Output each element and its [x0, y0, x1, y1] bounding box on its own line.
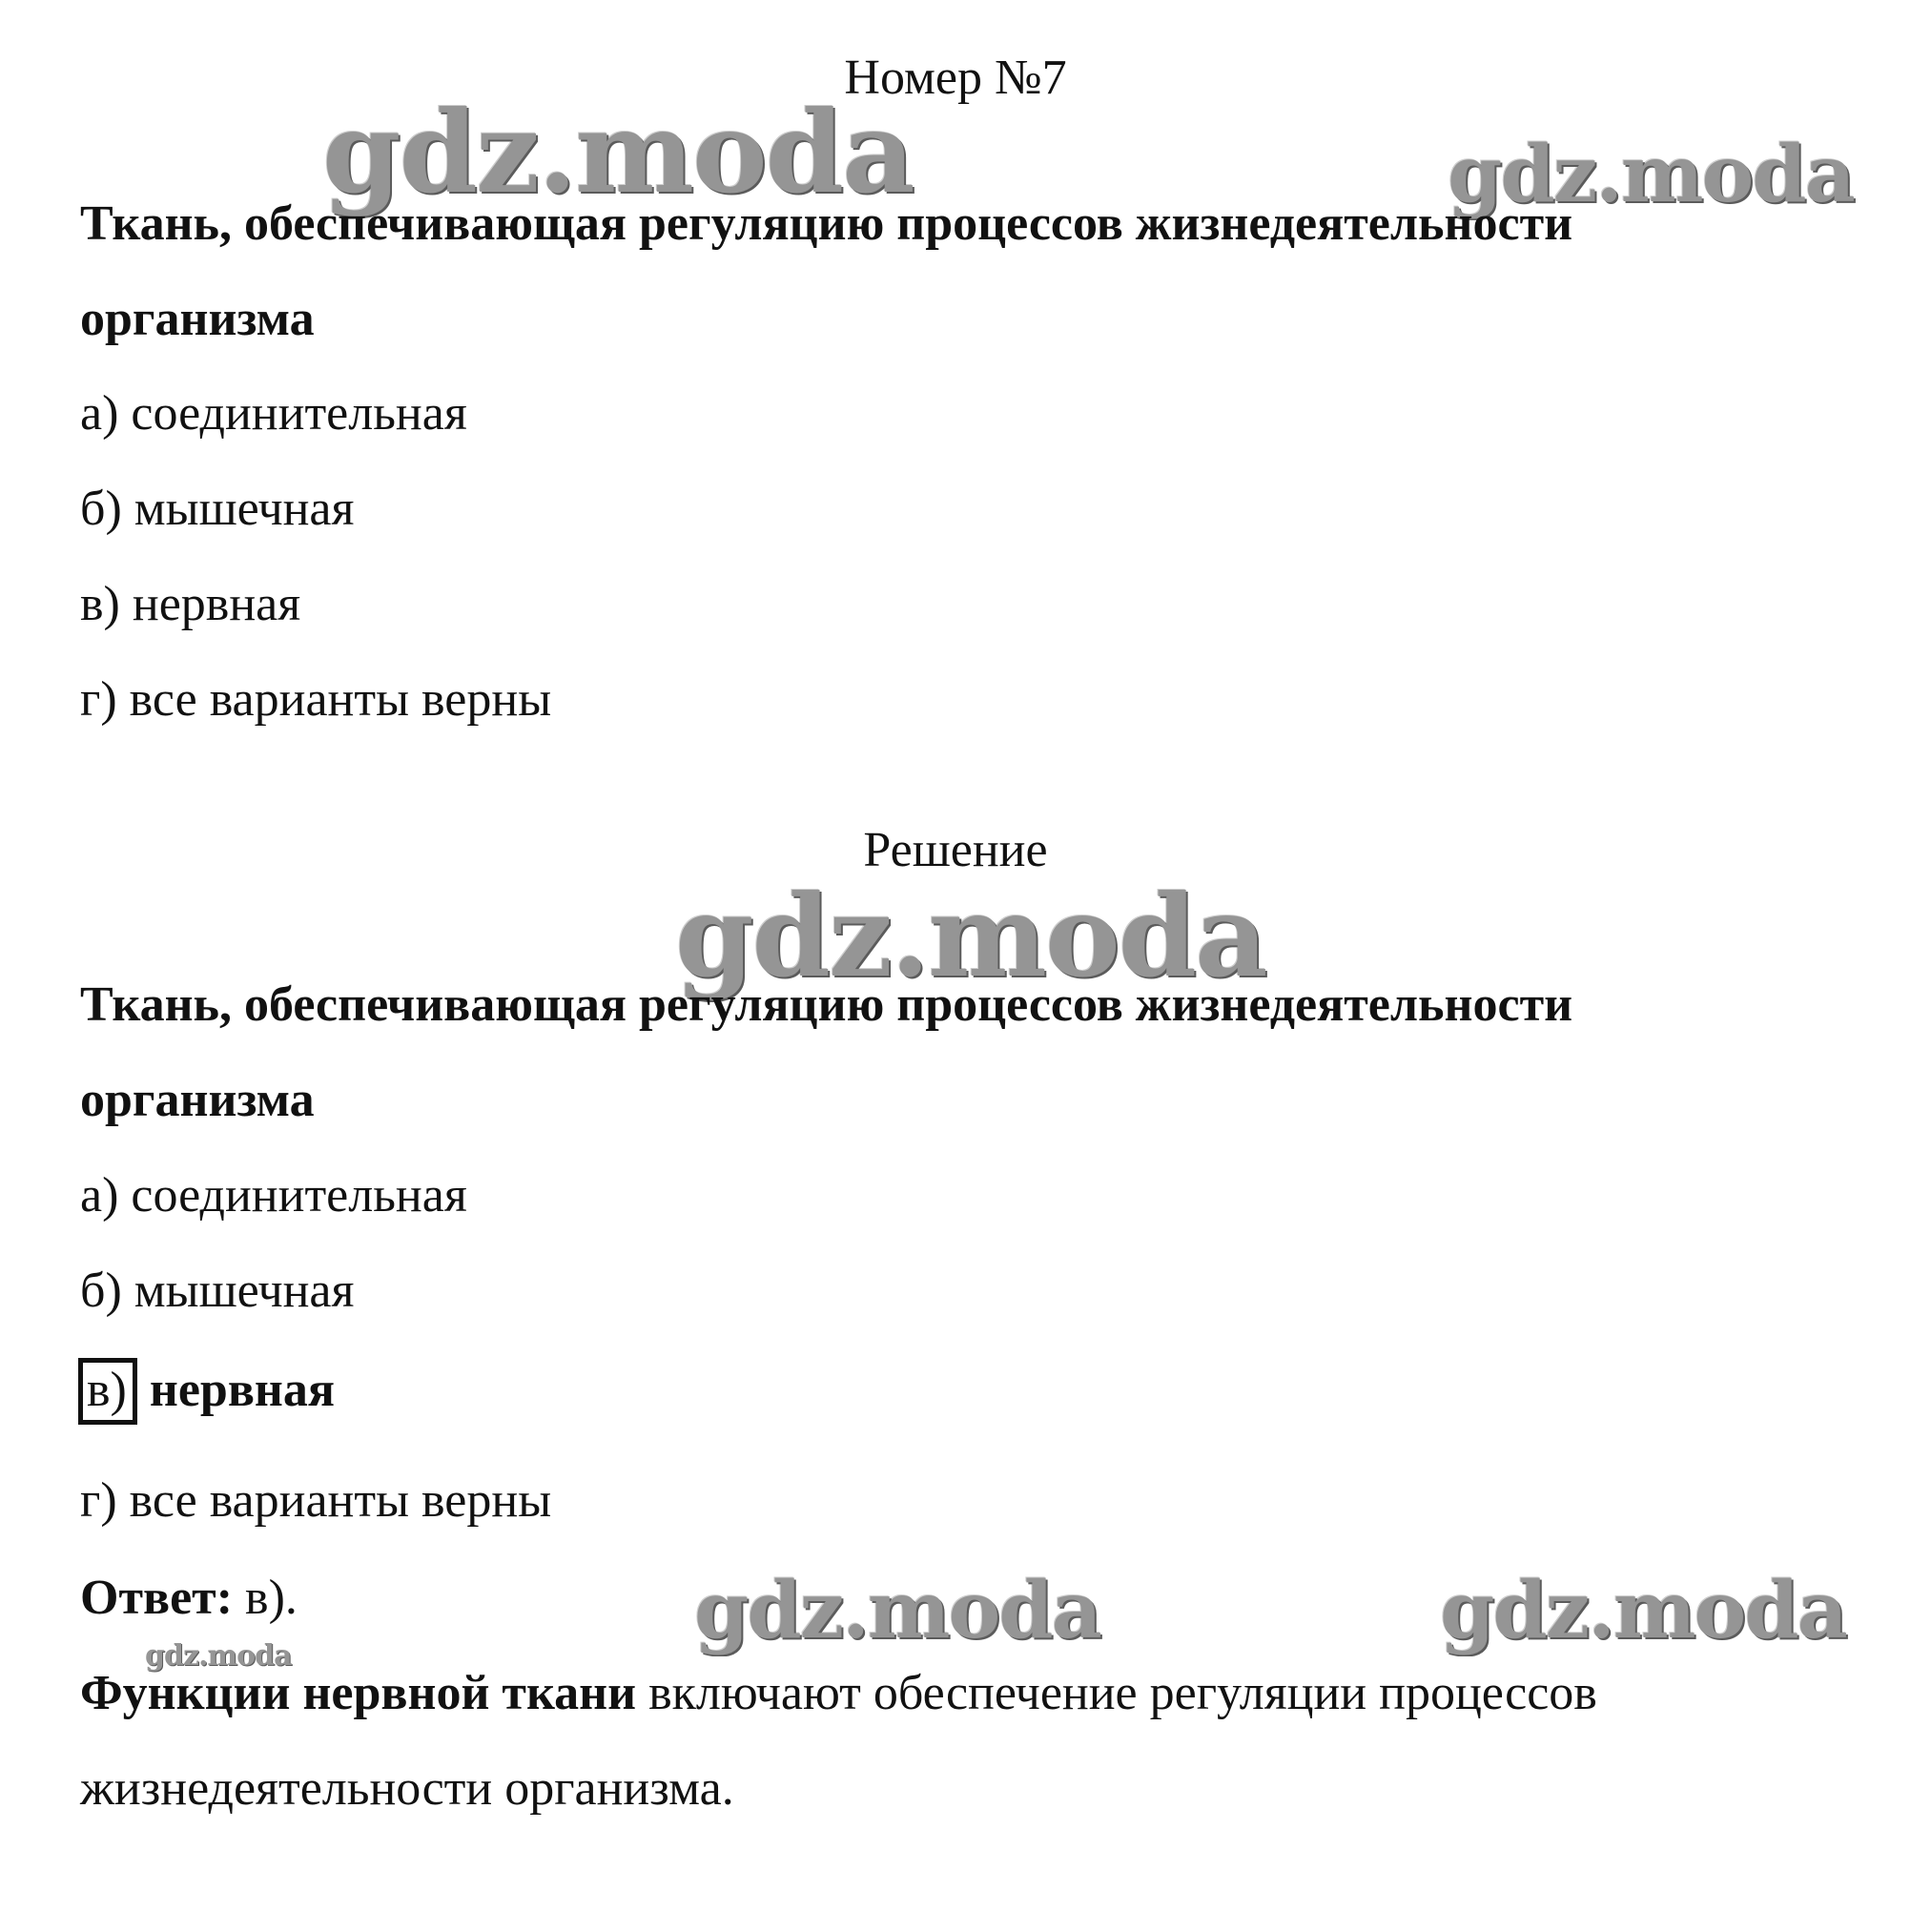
answer-label: Ответ: — [80, 1571, 234, 1625]
watermark-logo: gdz.moda — [1440, 1565, 1846, 1656]
question-line-1: Ткань, обеспечивающая регуляцию процессов жизнедеятельности — [80, 196, 1573, 251]
explanation-line-2: жизнедеятельности организма. — [80, 1761, 734, 1816]
watermark-logo: gdz.moda — [322, 86, 914, 218]
question-line-2: организма — [80, 292, 315, 346]
watermark-logo: gdz.moda — [694, 1565, 1100, 1656]
answer-line — [80, 1570, 298, 1627]
option-g: г) все варианты верны — [80, 672, 552, 727]
solution-option-a: а) соединительная — [80, 1168, 467, 1223]
correct-answer-box: в) — [78, 1358, 137, 1425]
option-b: б) мышечная — [80, 482, 355, 536]
solution-option-v-correct — [80, 1358, 335, 1425]
solution-option-b: б) мышечная — [80, 1264, 355, 1318]
explanation-text: включают обеспечение регуляции процессов — [648, 1666, 1597, 1720]
solution-option-g: г) все варианты верны — [80, 1473, 552, 1528]
watermark-logo: gdz.moda — [675, 870, 1266, 1002]
option-a: а) соединительная — [80, 386, 467, 441]
option-v: в) нервная — [80, 577, 301, 631]
correct-answer-text: нервная — [149, 1363, 336, 1417]
watermark-logo: gdz.moda — [1448, 129, 1854, 220]
explanation-term: Функции нервной ткани — [80, 1666, 637, 1720]
solution-question-line-2: организма — [80, 1073, 315, 1127]
explanation-line-1 — [80, 1665, 1597, 1722]
solution-question-line-1: Ткань, обеспечивающая регуляцию процессов жизнедеятельности — [80, 977, 1573, 1032]
task-heading: Номер №7 — [844, 51, 1067, 105]
answer-value: в). — [245, 1571, 298, 1625]
solution-heading: Решение — [863, 823, 1048, 877]
watermark-logo: gdz.moda — [145, 1639, 292, 1673]
